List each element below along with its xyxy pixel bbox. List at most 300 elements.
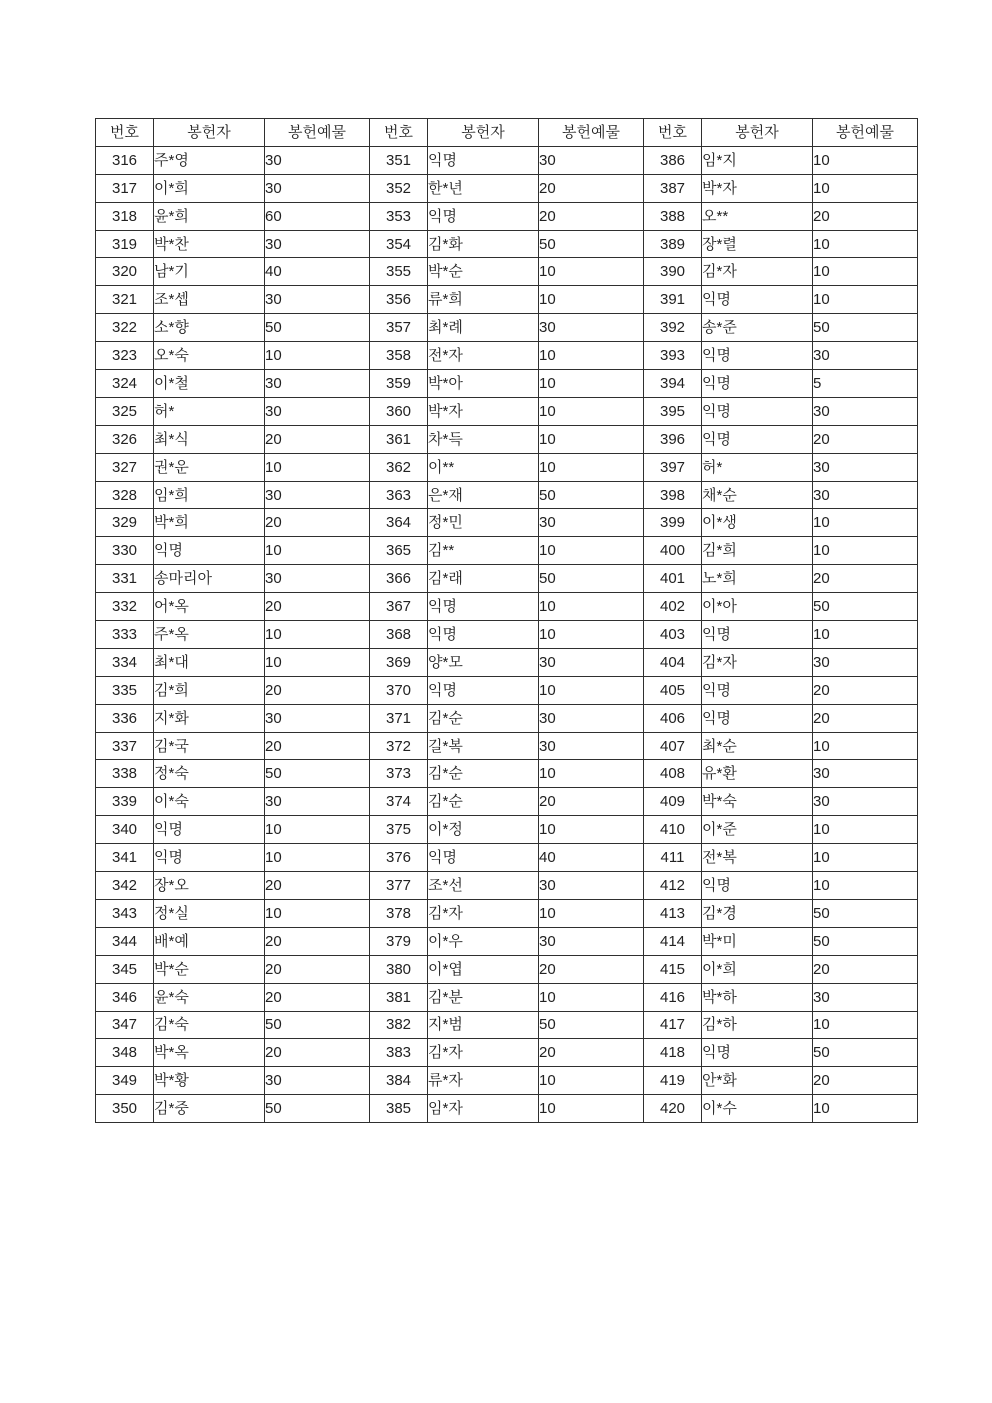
donor-cell: 익명: [154, 844, 265, 872]
donor-cell: 김*래: [428, 565, 539, 593]
amount-cell: 20: [813, 202, 918, 230]
number-cell: 350: [96, 1095, 154, 1123]
amount-cell: 10: [539, 286, 644, 314]
donor-cell: 익명: [702, 370, 813, 398]
amount-cell: 10: [813, 732, 918, 760]
number-cell: 355: [370, 258, 428, 286]
number-cell: 359: [370, 370, 428, 398]
amount-cell: 50: [265, 760, 370, 788]
number-cell: 372: [370, 732, 428, 760]
table-row: [96, 509, 918, 537]
amount-cell: 30: [265, 1067, 370, 1095]
number-cell: 394: [644, 370, 702, 398]
amount-cell: 30: [265, 230, 370, 258]
column-header-number: 번호: [96, 119, 154, 147]
donor-cell: 조*선: [428, 872, 539, 900]
amount-cell: 20: [813, 565, 918, 593]
donor-cell: 김*순: [428, 788, 539, 816]
amount-cell: 50: [813, 927, 918, 955]
number-cell: 376: [370, 844, 428, 872]
amount-cell: 10: [813, 174, 918, 202]
donor-cell: 박*아: [428, 370, 539, 398]
number-cell: 404: [644, 648, 702, 676]
number-cell: 339: [96, 788, 154, 816]
donor-cell: 박*미: [702, 927, 813, 955]
number-cell: 336: [96, 704, 154, 732]
number-cell: 342: [96, 872, 154, 900]
donor-cell: 안*화: [702, 1067, 813, 1095]
number-cell: 383: [370, 1039, 428, 1067]
donor-cell: 김*숙: [154, 1011, 265, 1039]
number-cell: 401: [644, 565, 702, 593]
donor-cell: 익명: [702, 621, 813, 649]
amount-cell: 10: [539, 342, 644, 370]
number-cell: 416: [644, 983, 702, 1011]
number-cell: 392: [644, 314, 702, 342]
amount-cell: 30: [539, 927, 644, 955]
amount-cell: 20: [265, 593, 370, 621]
amount-cell: 10: [265, 899, 370, 927]
number-cell: 345: [96, 955, 154, 983]
donor-cell: 이*우: [428, 927, 539, 955]
donor-cell: 익명: [428, 593, 539, 621]
number-cell: 381: [370, 983, 428, 1011]
donor-cell: 어*옥: [154, 593, 265, 621]
amount-cell: 20: [265, 732, 370, 760]
donor-cell: 양*모: [428, 648, 539, 676]
amount-cell: 40: [265, 258, 370, 286]
number-cell: 320: [96, 258, 154, 286]
donor-cell: 정*숙: [154, 760, 265, 788]
amount-cell: 30: [265, 397, 370, 425]
donation-table: [95, 118, 918, 1123]
donor-cell: 익명: [428, 146, 539, 174]
amount-cell: 30: [265, 788, 370, 816]
amount-cell: 20: [265, 425, 370, 453]
donor-cell: 박*옥: [154, 1039, 265, 1067]
donor-cell: 지*범: [428, 1011, 539, 1039]
number-cell: 351: [370, 146, 428, 174]
number-cell: 354: [370, 230, 428, 258]
number-cell: 405: [644, 676, 702, 704]
amount-cell: 20: [539, 788, 644, 816]
donor-cell: 최*식: [154, 425, 265, 453]
amount-cell: 10: [813, 286, 918, 314]
number-cell: 415: [644, 955, 702, 983]
number-cell: 335: [96, 676, 154, 704]
donor-cell: 익명: [702, 425, 813, 453]
donor-cell: 전*자: [428, 342, 539, 370]
amount-cell: 50: [539, 481, 644, 509]
donor-cell: 박*황: [154, 1067, 265, 1095]
number-cell: 361: [370, 425, 428, 453]
number-cell: 388: [644, 202, 702, 230]
donor-cell: 박*순: [428, 258, 539, 286]
table-row: [96, 872, 918, 900]
number-cell: 389: [644, 230, 702, 258]
donor-cell: 익명: [702, 1039, 813, 1067]
number-cell: 340: [96, 816, 154, 844]
table-row: [96, 286, 918, 314]
number-cell: 356: [370, 286, 428, 314]
amount-cell: 10: [813, 509, 918, 537]
number-cell: 409: [644, 788, 702, 816]
amount-cell: 10: [813, 816, 918, 844]
amount-cell: 20: [265, 983, 370, 1011]
donor-cell: 박*희: [154, 509, 265, 537]
column-header-amount: 봉헌예물: [539, 119, 644, 147]
number-cell: 327: [96, 453, 154, 481]
number-cell: 333: [96, 621, 154, 649]
table-row: [96, 1095, 918, 1123]
amount-cell: 10: [539, 676, 644, 704]
number-cell: 418: [644, 1039, 702, 1067]
donor-cell: 길*복: [428, 732, 539, 760]
number-cell: 382: [370, 1011, 428, 1039]
amount-cell: 10: [539, 537, 644, 565]
number-cell: 419: [644, 1067, 702, 1095]
amount-cell: 10: [539, 621, 644, 649]
donor-cell: 이*아: [702, 593, 813, 621]
donor-cell: 이*수: [702, 1095, 813, 1123]
table-row: [96, 174, 918, 202]
number-cell: 362: [370, 453, 428, 481]
table-row: [96, 732, 918, 760]
donor-cell: 임*지: [702, 146, 813, 174]
donor-cell: 오*숙: [154, 342, 265, 370]
number-cell: 407: [644, 732, 702, 760]
donor-cell: 차*득: [428, 425, 539, 453]
donor-cell: 소*향: [154, 314, 265, 342]
table-row: [96, 844, 918, 872]
number-cell: 323: [96, 342, 154, 370]
donor-cell: 권*운: [154, 453, 265, 481]
table-row: [96, 342, 918, 370]
donor-cell: 익명: [428, 202, 539, 230]
amount-cell: 10: [265, 816, 370, 844]
donor-cell: 류*자: [428, 1067, 539, 1095]
table-row: [96, 899, 918, 927]
amount-cell: 10: [813, 844, 918, 872]
number-cell: 338: [96, 760, 154, 788]
number-cell: 357: [370, 314, 428, 342]
donor-cell: 김*하: [702, 1011, 813, 1039]
donor-cell: 김*자: [428, 899, 539, 927]
amount-cell: 30: [813, 453, 918, 481]
amount-cell: 30: [813, 760, 918, 788]
donor-cell: 익명: [154, 537, 265, 565]
number-cell: 366: [370, 565, 428, 593]
number-cell: 324: [96, 370, 154, 398]
number-cell: 337: [96, 732, 154, 760]
column-header-donor: 봉헌자: [154, 119, 265, 147]
amount-cell: 30: [265, 481, 370, 509]
number-cell: 402: [644, 593, 702, 621]
amount-cell: 30: [813, 397, 918, 425]
number-cell: 403: [644, 621, 702, 649]
amount-cell: 5: [813, 370, 918, 398]
amount-cell: 20: [813, 676, 918, 704]
amount-cell: 10: [813, 258, 918, 286]
number-cell: 411: [644, 844, 702, 872]
number-cell: 358: [370, 342, 428, 370]
amount-cell: 20: [265, 872, 370, 900]
donor-cell: 남*기: [154, 258, 265, 286]
donor-cell: 김*자: [428, 1039, 539, 1067]
number-cell: 368: [370, 621, 428, 649]
table-row: [96, 565, 918, 593]
amount-cell: 30: [265, 704, 370, 732]
number-cell: 329: [96, 509, 154, 537]
table-row: [96, 314, 918, 342]
donor-cell: 익명: [428, 844, 539, 872]
amount-cell: 50: [813, 1039, 918, 1067]
number-cell: 328: [96, 481, 154, 509]
number-cell: 374: [370, 788, 428, 816]
number-cell: 379: [370, 927, 428, 955]
table-row: [96, 593, 918, 621]
donor-cell: 익명: [702, 286, 813, 314]
number-cell: 325: [96, 397, 154, 425]
number-cell: 408: [644, 760, 702, 788]
number-cell: 349: [96, 1067, 154, 1095]
donor-cell: 김*분: [428, 983, 539, 1011]
donor-cell: 박*자: [702, 174, 813, 202]
donor-cell: 김**: [428, 537, 539, 565]
amount-cell: 50: [539, 230, 644, 258]
donor-cell: 윤*숙: [154, 983, 265, 1011]
number-cell: 353: [370, 202, 428, 230]
donor-cell: 이*숙: [154, 788, 265, 816]
amount-cell: 60: [265, 202, 370, 230]
donor-cell: 윤*희: [154, 202, 265, 230]
donor-cell: 허*: [702, 453, 813, 481]
column-header-number: 번호: [644, 119, 702, 147]
donor-cell: 전*복: [702, 844, 813, 872]
amount-cell: 20: [539, 955, 644, 983]
amount-cell: 50: [539, 1011, 644, 1039]
donor-cell: 임*자: [428, 1095, 539, 1123]
amount-cell: 50: [265, 1095, 370, 1123]
amount-cell: 30: [813, 342, 918, 370]
table-row: [96, 202, 918, 230]
amount-cell: 20: [539, 202, 644, 230]
amount-cell: 30: [539, 872, 644, 900]
number-cell: 341: [96, 844, 154, 872]
number-cell: 364: [370, 509, 428, 537]
amount-cell: 10: [539, 1067, 644, 1095]
donor-cell: 이*희: [154, 174, 265, 202]
number-cell: 322: [96, 314, 154, 342]
donor-cell: 익명: [428, 676, 539, 704]
donor-cell: 정*민: [428, 509, 539, 537]
number-cell: 417: [644, 1011, 702, 1039]
amount-cell: 10: [539, 983, 644, 1011]
donor-cell: 주*옥: [154, 621, 265, 649]
table-body: [96, 146, 918, 1122]
number-cell: 369: [370, 648, 428, 676]
table-row: [96, 1039, 918, 1067]
donor-cell: 이**: [428, 453, 539, 481]
number-cell: 396: [644, 425, 702, 453]
amount-cell: 10: [265, 453, 370, 481]
table-row: [96, 704, 918, 732]
donation-table-wrap: [95, 118, 918, 1123]
number-cell: 365: [370, 537, 428, 565]
number-cell: 406: [644, 704, 702, 732]
donor-cell: 이*준: [702, 816, 813, 844]
amount-cell: 30: [265, 565, 370, 593]
amount-cell: 10: [813, 1095, 918, 1123]
amount-cell: 10: [539, 453, 644, 481]
number-cell: 395: [644, 397, 702, 425]
number-cell: 413: [644, 899, 702, 927]
donor-cell: 익명: [702, 342, 813, 370]
amount-cell: 20: [813, 955, 918, 983]
table-row: [96, 788, 918, 816]
table-row: [96, 453, 918, 481]
donor-cell: 김*자: [702, 648, 813, 676]
table-row: [96, 760, 918, 788]
donor-cell: 채*순: [702, 481, 813, 509]
number-cell: 412: [644, 872, 702, 900]
number-cell: 380: [370, 955, 428, 983]
table-row: [96, 983, 918, 1011]
column-header-amount: 봉헌예물: [813, 119, 918, 147]
donor-cell: 김*희: [154, 676, 265, 704]
amount-cell: 10: [813, 146, 918, 174]
amount-cell: 10: [539, 397, 644, 425]
amount-cell: 30: [265, 174, 370, 202]
amount-cell: 10: [539, 425, 644, 453]
table-row: [96, 425, 918, 453]
amount-cell: 40: [539, 844, 644, 872]
donor-cell: 박*찬: [154, 230, 265, 258]
column-header-number: 번호: [370, 119, 428, 147]
table-row: [96, 927, 918, 955]
number-cell: 316: [96, 146, 154, 174]
amount-cell: 10: [265, 537, 370, 565]
number-cell: 331: [96, 565, 154, 593]
amount-cell: 50: [813, 314, 918, 342]
number-cell: 375: [370, 816, 428, 844]
table-row: [96, 481, 918, 509]
donor-cell: 김*순: [428, 704, 539, 732]
amount-cell: 20: [265, 1039, 370, 1067]
amount-cell: 30: [539, 648, 644, 676]
donor-cell: 노*희: [702, 565, 813, 593]
amount-cell: 20: [265, 676, 370, 704]
number-cell: 377: [370, 872, 428, 900]
number-cell: 326: [96, 425, 154, 453]
table-row: [96, 537, 918, 565]
amount-cell: 50: [813, 593, 918, 621]
donor-cell: 박*자: [428, 397, 539, 425]
number-cell: 387: [644, 174, 702, 202]
number-cell: 367: [370, 593, 428, 621]
donor-cell: 김*희: [702, 537, 813, 565]
number-cell: 360: [370, 397, 428, 425]
amount-cell: 10: [813, 537, 918, 565]
amount-cell: 30: [265, 370, 370, 398]
donor-cell: 조*셉: [154, 286, 265, 314]
table-row: [96, 397, 918, 425]
number-cell: 344: [96, 927, 154, 955]
header-row: [96, 119, 918, 147]
amount-cell: 20: [539, 174, 644, 202]
number-cell: 348: [96, 1039, 154, 1067]
donor-cell: 이*엽: [428, 955, 539, 983]
amount-cell: 30: [539, 704, 644, 732]
amount-cell: 30: [539, 314, 644, 342]
donor-cell: 익명: [702, 676, 813, 704]
amount-cell: 20: [813, 704, 918, 732]
donor-cell: 박*숙: [702, 788, 813, 816]
table-row: [96, 146, 918, 174]
amount-cell: 10: [265, 621, 370, 649]
amount-cell: 30: [265, 286, 370, 314]
number-cell: 319: [96, 230, 154, 258]
donor-cell: 이*생: [702, 509, 813, 537]
number-cell: 391: [644, 286, 702, 314]
number-cell: 347: [96, 1011, 154, 1039]
donor-cell: 송*준: [702, 314, 813, 342]
amount-cell: 30: [265, 146, 370, 174]
number-cell: 397: [644, 453, 702, 481]
table-row: [96, 621, 918, 649]
amount-cell: 30: [813, 648, 918, 676]
table-row: [96, 258, 918, 286]
table-row: [96, 370, 918, 398]
donor-cell: 익명: [428, 621, 539, 649]
amount-cell: 50: [265, 314, 370, 342]
donor-cell: 이*정: [428, 816, 539, 844]
amount-cell: 30: [813, 481, 918, 509]
amount-cell: 20: [265, 927, 370, 955]
amount-cell: 10: [813, 230, 918, 258]
donor-cell: 류*희: [428, 286, 539, 314]
donor-cell: 송마리아: [154, 565, 265, 593]
column-header-amount: 봉헌예물: [265, 119, 370, 147]
donor-cell: 익명: [702, 397, 813, 425]
amount-cell: 10: [265, 342, 370, 370]
amount-cell: 10: [539, 899, 644, 927]
amount-cell: 10: [813, 621, 918, 649]
donor-cell: 김*국: [154, 732, 265, 760]
column-header-donor: 봉헌자: [702, 119, 813, 147]
table-row: [96, 1011, 918, 1039]
table-row: [96, 230, 918, 258]
donor-cell: 장*렬: [702, 230, 813, 258]
donor-cell: 익명: [154, 816, 265, 844]
column-header-donor: 봉헌자: [428, 119, 539, 147]
donor-cell: 박*하: [702, 983, 813, 1011]
number-cell: 393: [644, 342, 702, 370]
amount-cell: 30: [539, 732, 644, 760]
amount-cell: 20: [265, 509, 370, 537]
number-cell: 386: [644, 146, 702, 174]
amount-cell: 30: [539, 146, 644, 174]
donor-cell: 장*오: [154, 872, 265, 900]
donor-cell: 임*희: [154, 481, 265, 509]
amount-cell: 10: [539, 760, 644, 788]
number-cell: 343: [96, 899, 154, 927]
amount-cell: 10: [539, 593, 644, 621]
donor-cell: 정*실: [154, 899, 265, 927]
donor-cell: 유*환: [702, 760, 813, 788]
number-cell: 373: [370, 760, 428, 788]
number-cell: 332: [96, 593, 154, 621]
